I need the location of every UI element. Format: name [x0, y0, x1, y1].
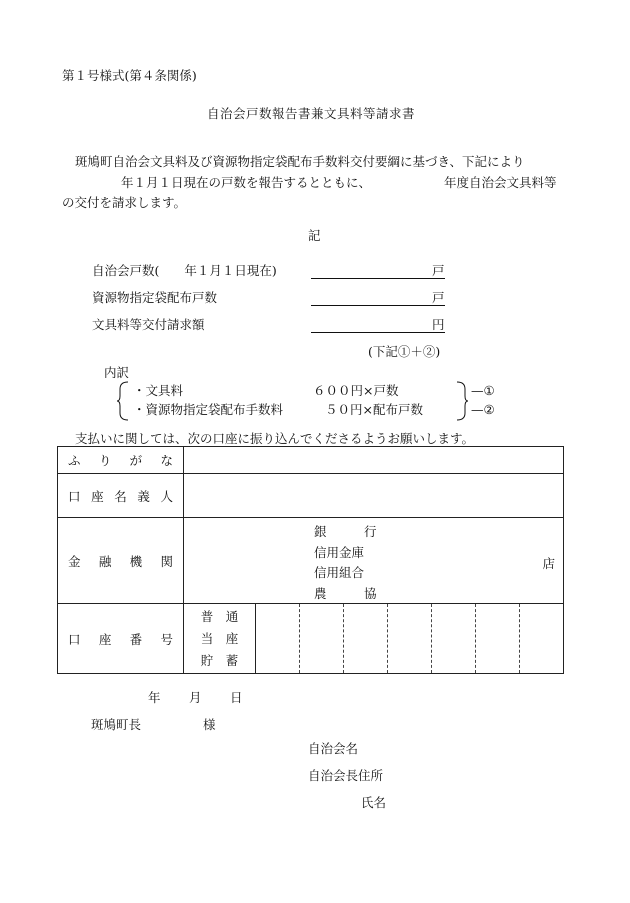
account-type-ordinary: 普 通 — [200, 608, 239, 624]
breakdown-row-1-rate: ６００円×戸数 — [313, 383, 399, 398]
breakdown-row-2-rate: ５０円×配布戸数 — [325, 402, 423, 417]
form-number: 第１号様式(第４条関係) — [62, 68, 197, 83]
right-bracket-icon — [456, 381, 468, 421]
date-month: 月 — [189, 690, 202, 705]
assoc-name-label: 自治会名 — [308, 741, 359, 756]
type-shinkin: 信用金庫 — [314, 544, 365, 560]
furigana-label: ふ り が な — [58, 447, 184, 474]
item-claim-amount-unit: 円 — [432, 317, 445, 332]
breakdown-row-1-name: ・文具料 — [133, 383, 184, 398]
digit-cell-7[interactable] — [520, 604, 564, 674]
institution-field[interactable] — [184, 518, 564, 604]
left-bracket-icon — [117, 381, 129, 421]
item-bag-households-line[interactable] — [311, 290, 445, 306]
date-year: 年 — [148, 690, 161, 705]
digit-cell-5[interactable] — [432, 604, 476, 674]
payment-text: 支払いに関しては、次の口座に振り込んでくださるようお願いします。 — [75, 431, 475, 446]
account-name-field[interactable] — [184, 474, 564, 518]
digit-cell-1[interactable] — [256, 604, 300, 674]
head-address-label: 自治会長住所 — [308, 768, 384, 783]
form-title: 自治会戸数報告書兼文具料等請求書 — [207, 106, 416, 121]
date-day: 日 — [230, 690, 243, 705]
bank-account-table — [57, 446, 564, 674]
furigana-field[interactable] — [184, 447, 564, 474]
name-label: 氏名 — [361, 795, 387, 810]
digit-cell-6[interactable] — [476, 604, 520, 674]
breakdown-row-2-mark: —② — [471, 402, 495, 417]
sama-label: 様 — [203, 717, 216, 732]
breakdown-row-2-name: ・資源物指定袋配布手数料 — [133, 402, 284, 417]
account-type-current: 当 座 — [200, 630, 239, 646]
account-name-label: 口 座 名 義 人 — [58, 474, 184, 518]
item-bag-households-unit: 戸 — [432, 290, 445, 305]
institution-label: 金 融 機 関 — [58, 518, 184, 604]
type-bank: 銀 行 — [314, 524, 377, 539]
item-claim-amount-line[interactable] — [311, 317, 445, 333]
digit-cell-2[interactable] — [300, 604, 344, 674]
sum-note: (下記①＋②) — [368, 344, 441, 359]
ki-heading: 記 — [308, 228, 321, 243]
item-bag-households-label: 資源物指定袋配布戸数 — [92, 290, 218, 305]
item-households-line[interactable] — [311, 263, 445, 279]
body-line-2b: 年度自治会文具料等 — [444, 175, 557, 190]
body-line-2a: 年１月１日現在の戸数を報告するとともに、 — [121, 175, 372, 190]
type-ja: 農 協 — [314, 585, 377, 601]
item-households-label: 自治会戸数( 年１月１日現在) — [92, 263, 277, 278]
account-number-label: 口 座 番 号 — [58, 604, 184, 674]
account-type-field[interactable] — [184, 604, 256, 674]
branch-label: 店 — [542, 556, 555, 571]
body-line-1: 斑鳩町自治会文具料及び資源物指定袋配布手数料交付要綱に基づき、下記により — [75, 154, 525, 169]
digit-cell-3[interactable] — [344, 604, 388, 674]
item-claim-amount-label: 文具料等交付請求額 — [92, 317, 205, 332]
type-credit-union: 信用組合 — [314, 565, 365, 580]
item-households-unit: 戸 — [432, 263, 445, 278]
mayor-label: 斑鳩町長 — [91, 717, 142, 732]
body-line-3: の交付を請求します。 — [62, 195, 187, 210]
account-type-savings: 貯 蓄 — [200, 652, 239, 668]
breakdown-row-1-mark: —① — [471, 383, 495, 398]
digit-cell-4[interactable] — [388, 604, 432, 674]
breakdown-title: 内訳 — [104, 365, 130, 380]
